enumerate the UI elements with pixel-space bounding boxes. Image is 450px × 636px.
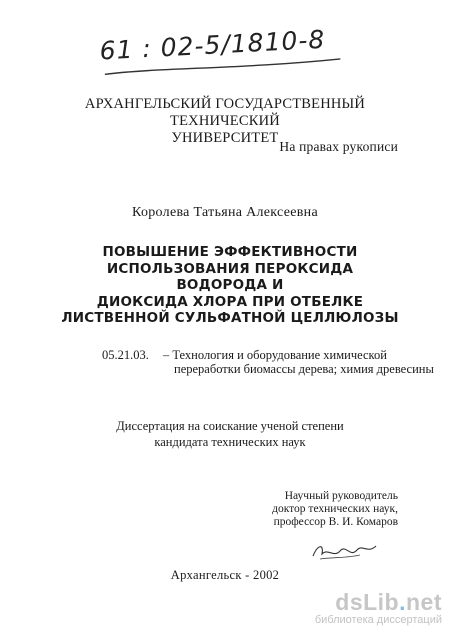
logo-main: dsLib (335, 589, 400, 615)
specialty-line-1: – Технология и оборудование химической (163, 348, 387, 362)
title-line-1: ПОВЫШЕНИЕ ЭФФЕКТИВНОСТИ (102, 244, 358, 260)
dslib-logo (315, 590, 442, 614)
university-line-1: АРХАНГЕЛЬСКИЙ ГОСУДАРСТВЕННЫЙ ТЕХНИЧЕСКИЙ (84, 96, 366, 129)
degree-line-2: кандидата технических наук (154, 435, 306, 449)
dslib-watermark[interactable] (315, 590, 442, 626)
dissertation-degree (0, 418, 450, 450)
dslib-subtitle: библиотека диссертаций (314, 614, 442, 626)
title-line-4: ЛИСТВЕННОЙ СУЛЬФАТНОЙ ЦЕЛЛЮЛОЗЫ (61, 310, 399, 326)
dissertation-title (60, 244, 400, 327)
city-year: Архангельск - 2002 (170, 568, 280, 582)
handwritten-registration-number (99, 23, 351, 86)
manuscript-rights: На правах рукописи (279, 139, 398, 154)
supervisor-line-3: профессор В. И. Комаров (273, 516, 398, 528)
specialty-code: 05.21.03. (102, 348, 149, 362)
supervisor-line-2: доктор технических наук, (272, 503, 398, 515)
handwritten-signature (310, 540, 380, 564)
supervisor-line-1: Научный руководитель (284, 490, 398, 502)
degree-line-1: Диссертация на соискание ученой степени (116, 419, 344, 433)
handwritten-number-text: 61 : 02-5/1810-8 (98, 24, 326, 66)
logo-dot: . (399, 589, 406, 615)
supervisor-block (272, 490, 398, 529)
university-line-2: УНИВЕРСИТЕТ (171, 130, 279, 146)
title-line-3: ДИОКСИДА ХЛОРА ПРИ ОТБЕЛКЕ (96, 293, 364, 310)
specialty-line-2: переработки биомассы дерева; химия древесины (174, 362, 434, 376)
logo-tld: net (406, 589, 442, 615)
title-line-2: ИСПОЛЬЗОВАНИЯ ПЕРОКСИДА ВОДОРОДА И (106, 260, 354, 293)
author-name: Королева Татьяна Алексеевна (132, 205, 318, 220)
